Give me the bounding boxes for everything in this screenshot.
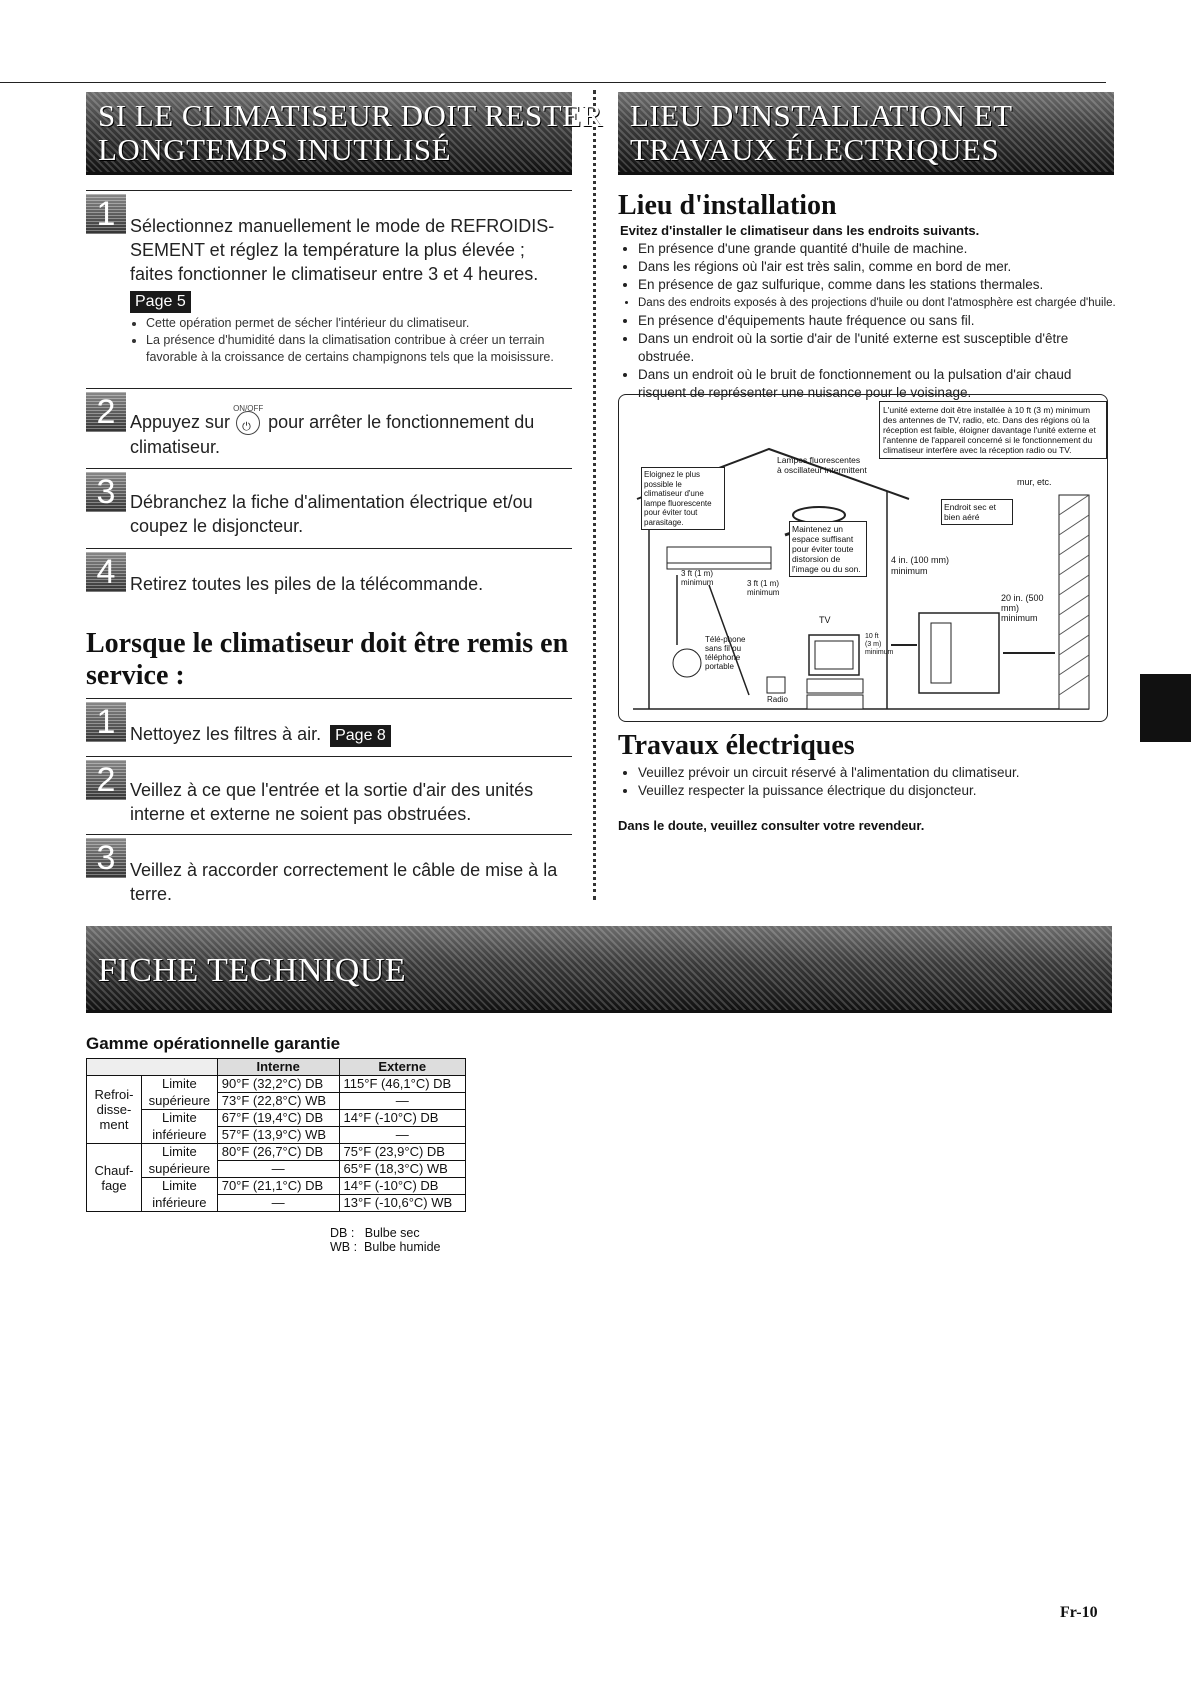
step-divider — [86, 756, 572, 757]
interne-cell: — — [217, 1195, 339, 1212]
top-rule — [0, 82, 1106, 83]
col-header-interne: Interne — [217, 1059, 339, 1076]
service-step-3 — [130, 858, 570, 906]
externe-cell: 65°F (18,3°C) WB — [339, 1161, 465, 1178]
note-antenna: L'unité externe doit être installée à 10 ft (3 m) minimum des antennes de TV, radio, etc. Dans des régions où la réception est faible, éloigner davantage l'unité externe et l'antenne de l'appareil concerné si le fonctionnement du climatiseur interfère avec la réception radio ou TV. — [879, 401, 1107, 459]
install-item: • Dans un endroit où le bruit de fonctionnement ou la pulsation d'air chaud risquent de représenter une nuisance pour le voisinage. — [638, 366, 1118, 402]
limit-cell: Limite — [142, 1076, 218, 1093]
banner-line1: SI LE CLIMATISEUR DOIT RESTER — [98, 98, 603, 133]
step-number: 2 — [86, 760, 126, 800]
electric-note: Dans le doute, veuillez consulter votre revendeur. — [618, 818, 925, 833]
label-20in: 20 in. (500 mm) minimum — [1001, 593, 1044, 623]
step-divider — [86, 468, 572, 469]
banner-line1: LIEU D'INSTALLATION ET — [630, 98, 1013, 133]
electric-item: • Veuillez respecter la puissance électrique du disjoncteur. — [638, 782, 1118, 800]
step-3 — [130, 490, 560, 538]
step-divider — [86, 698, 572, 699]
group-label: Chauf-fage — [87, 1144, 142, 1212]
step-text: pour arrêter le fonctionnement du climatiseur. — [130, 412, 535, 458]
table-corner — [87, 1059, 218, 1076]
service-title: Lorsque le climatiseur doit être remis en service : — [86, 628, 569, 691]
interne-cell: 57°F (13,9°C) WB — [217, 1127, 339, 1144]
limit-cell: inférieure — [142, 1195, 218, 1212]
label-3ft-a: 3 ft (1 m) minimum — [681, 569, 714, 587]
service-step-1 — [130, 722, 560, 747]
install-title: Lieu d'installation — [618, 190, 837, 221]
banner-line2: LONGTEMPS INUTILISÉ — [98, 132, 452, 167]
limit-cell: Limite — [142, 1144, 218, 1161]
limit-cell: supérieure — [142, 1161, 218, 1178]
onoff-button-icon: ⏻ ON/OFF — [235, 411, 263, 435]
step-notes — [130, 315, 570, 366]
step-2 — [130, 396, 570, 459]
step-divider — [86, 548, 572, 549]
install-item: • Dans les régions où l'air est très salin, comme en bord de mer. — [638, 258, 1118, 276]
electric-title: Travaux électriques — [618, 730, 855, 761]
col-header-externe: Externe — [339, 1059, 465, 1076]
step-text: Sélectionnez manuellement le mode de REFROIDIS-SEMENT et réglez la température la plus élevée ; faites fonctionner le climatiseur entre 3 et 4 heures. — [130, 216, 555, 284]
banner-line2: TRAVAUX ÉLECTRIQUES — [630, 132, 1000, 167]
step-4 — [130, 572, 560, 596]
externe-cell: 14°F (-10°C) DB — [339, 1110, 465, 1127]
install-subtitle: Evitez d'installer le climatiseur dans les endroits suivants. — [620, 223, 980, 238]
interne-cell: 80°F (26,7°C) DB — [217, 1144, 339, 1161]
table-row — [87, 1093, 466, 1110]
section-banner-inutilise — [86, 92, 603, 175]
section-banner-installation — [618, 92, 1114, 175]
interne-cell: 70°F (21,1°C) DB — [217, 1178, 339, 1195]
install-item: • En présence d'une grande quantité d'huile de machine. — [638, 240, 1118, 258]
step-number: 1 — [86, 194, 126, 234]
legend-db: DB : Bulbe sec — [330, 1226, 420, 1240]
page-ref-badge[interactable]: Page 5 — [130, 291, 191, 313]
table-row — [87, 1144, 466, 1161]
step-number: 2 — [86, 392, 126, 432]
spec-table — [86, 1058, 466, 1212]
interne-cell: — — [217, 1161, 339, 1178]
step-divider — [86, 834, 572, 835]
externe-cell: 14°F (-10°C) DB — [339, 1178, 465, 1195]
install-item: • Dans un endroit où la sortie d'air de l'unité externe est susceptible d'être obstruée. — [638, 330, 1118, 366]
note-item: • Cette opération permet de sécher l'intérieur du climatiseur. — [146, 315, 570, 332]
step-text: Retirez toutes les piles de la télécommande. — [130, 574, 484, 594]
note-space: Maintenez un espace suffisant pour éviter toute distorsion de l'image ou du son. — [789, 521, 867, 577]
step-text: Veillez à raccorder correctement le câble de mise à la terre. — [130, 860, 558, 904]
installation-diagram — [618, 394, 1108, 722]
label-wall: mur, etc. — [1017, 477, 1052, 487]
page-ref-badge[interactable]: Page 8 — [330, 725, 391, 747]
label-tv: TV — [819, 615, 831, 625]
externe-cell: — — [339, 1127, 465, 1144]
step-divider — [86, 190, 572, 191]
table-row — [87, 1178, 466, 1195]
step-text: Débranchez la fiche d'alimentation électrique et/ou coupez le disjoncteur. — [130, 492, 533, 536]
table-row — [87, 1076, 466, 1093]
limit-cell: inférieure — [142, 1127, 218, 1144]
banner-line1: FICHE TECHNIQUE — [98, 952, 407, 989]
install-item: • En présence d'équipements haute fréquence ou sans fil. — [638, 312, 1118, 330]
install-item: • En présence de gaz sulfurique, comme dans les stations thermales. — [638, 276, 1118, 294]
label-lamp: Lampes fluorescentes à oscillateur intermittent — [777, 455, 867, 475]
label-phone: Télé-phone sans fil ou téléphone portable — [705, 635, 746, 671]
electric-item: • Veuillez prévoir un circuit réservé à l'alimentation du climatiseur. — [638, 764, 1118, 782]
limit-cell: Limite — [142, 1110, 218, 1127]
step-number: 3 — [86, 472, 126, 512]
externe-cell: 13°F (-10,6°C) WB — [339, 1195, 465, 1212]
page-number: Fr-10 — [1060, 1604, 1098, 1621]
section-tab-marker — [1140, 674, 1191, 742]
label-10ft: 10 ft (3 m) minimum — [865, 633, 894, 656]
column-divider — [593, 90, 596, 900]
step-divider — [86, 388, 572, 389]
group-label: Refroi-disse-ment — [87, 1076, 142, 1144]
step-text: Veillez à ce que l'entrée et la sortie d'air des unités interne et externe ne soient pas obstruées. — [130, 780, 534, 824]
externe-cell: 75°F (23,9°C) DB — [339, 1144, 465, 1161]
electric-list — [620, 764, 1118, 800]
interne-cell: 67°F (19,4°C) DB — [217, 1110, 339, 1127]
externe-cell: — — [339, 1093, 465, 1110]
step-number: 4 — [86, 552, 126, 592]
interne-cell: 73°F (22,8°C) WB — [217, 1093, 339, 1110]
install-item: • Dans des endroits exposés à des projections d'huile ou dont l'atmosphère est chargée d'huile. — [638, 294, 1118, 312]
service-step-2 — [130, 778, 560, 826]
label-3ft-b: 3 ft (1 m) minimum — [747, 579, 780, 597]
step-number: 1 — [86, 702, 126, 742]
interne-cell: 90°F (32,2°C) DB — [217, 1076, 339, 1093]
externe-cell: 115°F (46,1°C) DB — [339, 1076, 465, 1093]
label-4in: 4 in. (100 mm) minimum — [891, 555, 950, 576]
step-text: Nettoyez les filtres à air. — [130, 724, 322, 744]
button-label: ON/OFF — [233, 404, 264, 414]
table-row — [87, 1127, 466, 1144]
step-1 — [130, 214, 570, 366]
step-number: 3 — [86, 838, 126, 878]
table-row — [87, 1195, 466, 1212]
limit-cell: supérieure — [142, 1093, 218, 1110]
note-item: • La présence d'humidité dans la climatisation contribue à créer un terrain favorable à la croissance de certains champignons tels que la moisissure. — [146, 332, 570, 366]
note-fluorescent: Eloignez le plus possible le climatiseur d'une lampe fluorescente pour éviter tout parasitage. — [641, 467, 725, 530]
install-list — [620, 240, 1118, 402]
label-radio: Radio — [767, 695, 788, 704]
limit-cell: Limite — [142, 1178, 218, 1195]
table-row — [87, 1110, 466, 1127]
legend-wb: WB : Bulbe humide — [330, 1240, 441, 1254]
step-text: Appuyez sur — [130, 412, 231, 432]
section-banner-fiche — [86, 926, 1112, 1013]
note-dry: Endroit sec et bien aéré — [941, 499, 1013, 525]
spec-title: Gamme opérationnelle garantie — [86, 1034, 341, 1053]
table-row — [87, 1161, 466, 1178]
